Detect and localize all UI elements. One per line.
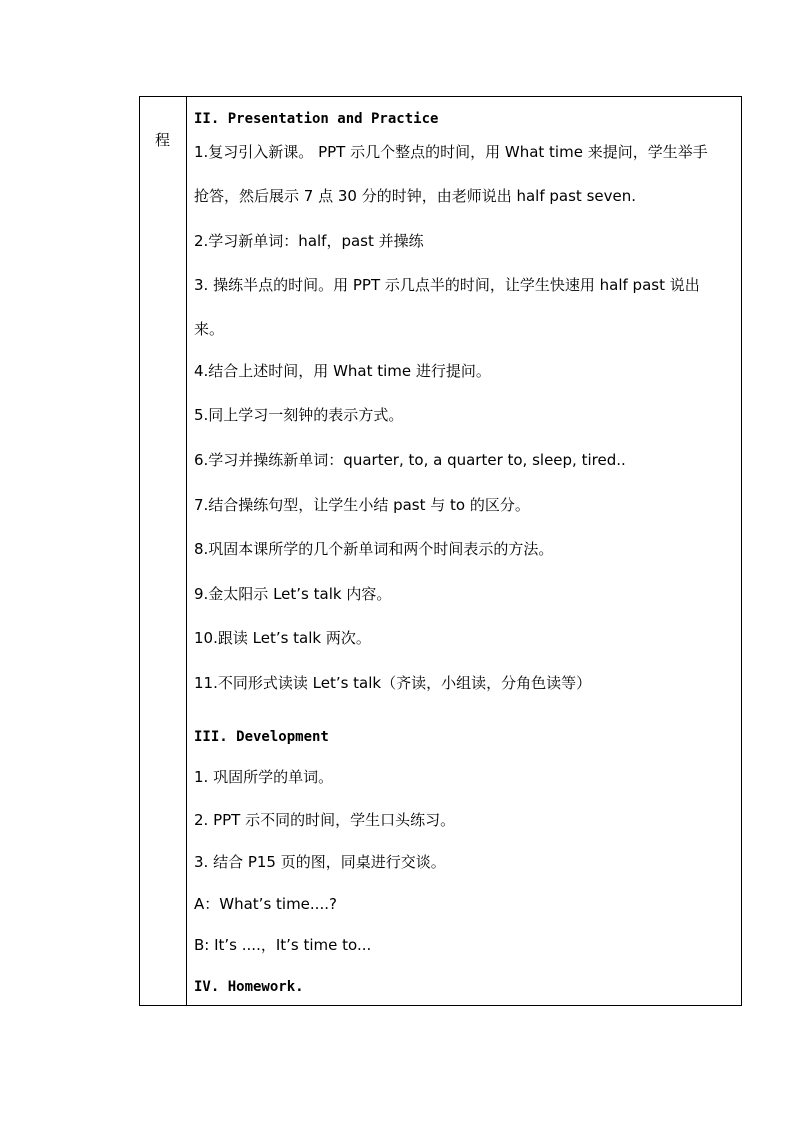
step-1-line-2: 抢答，然后展示 7 点 30 分的时钟，由老师说出 half past seven. (194, 187, 636, 205)
step-1-line-1: 1.复习引入新课。 PPT 示几个整点的时间，用 What time 来提问，学生举手 (194, 143, 708, 161)
row-label: 程 (155, 131, 171, 149)
row-label-cell (140, 97, 187, 1005)
development-step-2: 2. PPT 示不同的时间，学生口头练习。 (194, 811, 456, 829)
step-3-line-2: 来。 (194, 320, 225, 338)
content-cell (187, 97, 741, 1005)
step-9: 9.金太阳示 Let’s talk 内容。 (194, 585, 392, 603)
step-3-line-1: 3. 操练半点的时间。用 PPT 示几点半的时间，让学生快速用 half past 说出 (194, 276, 700, 294)
section-heading-homework: IV. Homework. (194, 979, 304, 995)
development-step-3: 3. 结合 P15 页的图，同桌进行交谈。 (194, 853, 446, 871)
step-8: 8.巩固本课所学的几个新单词和两个时间表示的方法。 (194, 540, 554, 558)
development-step-1: 1. 巩固所学的单词。 (194, 768, 334, 786)
step-5: 5.同上学习一刻钟的表示方式。 (194, 406, 404, 424)
lesson-table (139, 96, 742, 1006)
step-4: 4.结合上述时间，用 What time 进行提问。 (194, 362, 491, 380)
dialogue-line-a: A：What’s time....? (194, 895, 337, 913)
section-heading-development: III. Development (194, 729, 329, 745)
step-7: 7.结合操练句型，让学生小结 past 与 to 的区分。 (194, 496, 530, 514)
section-heading-presentation: II. Presentation and Practice (194, 111, 439, 127)
step-10: 10.跟读 Let’s talk 两次。 (194, 629, 371, 647)
step-11: 11.不同形式读读 Let’s talk（齐读，小组读，分角色读等） (194, 674, 592, 692)
step-2: 2.学习新单词：half，past 并操练 (194, 232, 424, 250)
step-6: 6.学习并操练新单词：quarter, to, a quarter to, sleep, tired.. (194, 451, 626, 469)
dialogue-line-b: B: It’s ....，It’s time to... (194, 936, 372, 954)
